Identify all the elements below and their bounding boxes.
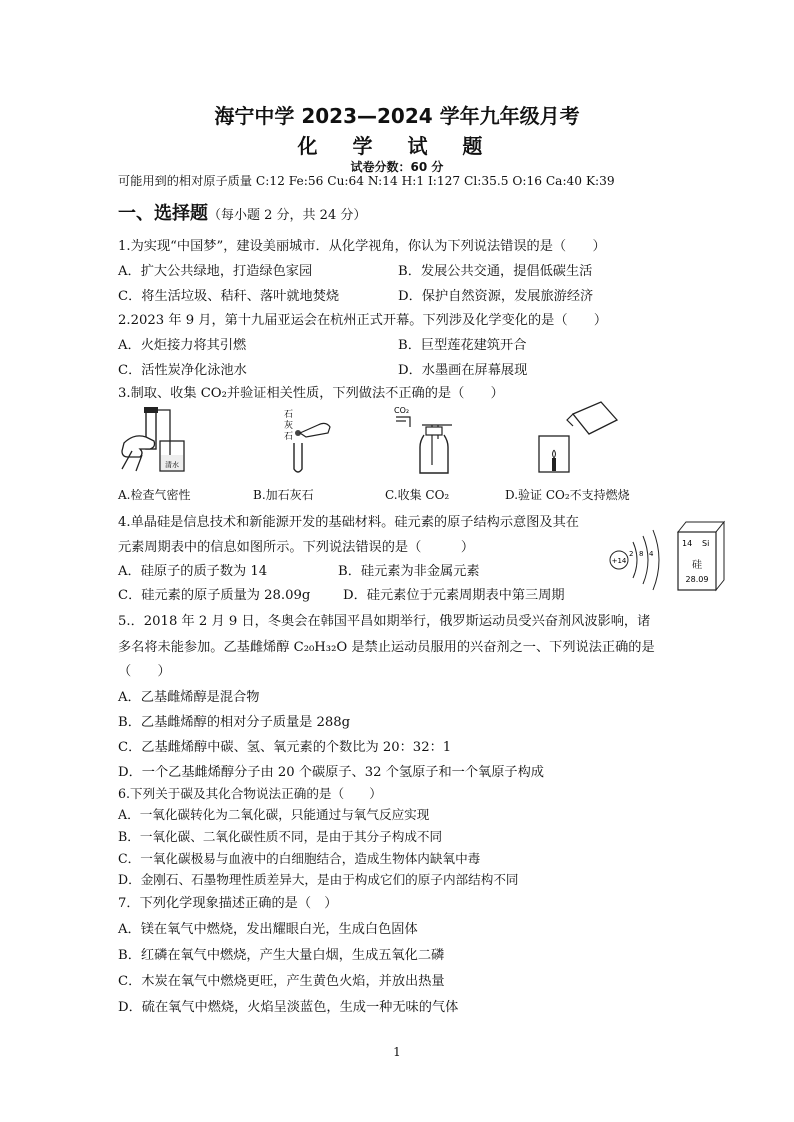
q3-option-c: C.收集 CO₂ xyxy=(385,488,450,502)
silicon-atom-diagram xyxy=(605,520,675,600)
q7-option-d: D．硫在氧气中燃烧，火焰呈淡蓝色，生成一种无味的气体 xyxy=(118,1000,459,1015)
periodic-table-cell xyxy=(676,520,726,592)
q3-stem: 3.制取、收集 CO₂并验证相关性质，下列做法不正确的是（ ） xyxy=(118,386,504,401)
q2-option-d: D．水墨画在屏幕展现 xyxy=(398,363,528,378)
fig-c-co2-label: CO₂ xyxy=(394,406,410,415)
section-heading xyxy=(118,199,366,225)
q5-stem-3: （ ） xyxy=(118,664,171,679)
q7-stem: 7．下列化学现象描述正确的是（ ） xyxy=(118,896,338,911)
q4-option-c: C．硅元素的原子质量为 28.09g xyxy=(118,588,311,603)
figure-verify-co2 xyxy=(535,400,625,478)
fig-b-label-2: 灰 xyxy=(284,421,294,431)
fig-b-label-1: 石 xyxy=(284,410,294,420)
q3-option-d: D.验证 CO₂不支持燃烧 xyxy=(505,488,630,502)
cell-atomic-number: 14 xyxy=(682,539,693,548)
figure-collect-co2 xyxy=(392,403,462,477)
cell-symbol: Si xyxy=(702,539,710,548)
q5-option-c: C．乙基雌烯醇中碳、氢、氧元素的个数比为 20：32：1 xyxy=(118,740,452,755)
q7-option-c: C．木炭在氧气中燃烧更旺，产生黄色火焰，并放出热量 xyxy=(118,974,445,989)
q4-stem-1: 4.单晶硅是信息技术和新能源开发的基础材料。硅元素的原子结构示意图及其在 xyxy=(118,515,579,530)
page-number: 1 xyxy=(393,1045,401,1059)
cell-name: 硅 xyxy=(692,560,702,571)
atomic-masses: 可能用到的相对原子质量 C:12 Fe:56 Cu:64 N:14 H:1 I:127 Cl:35.5 O:16 Ca:40 K:39 xyxy=(118,174,615,188)
q1-stem: 1.为实现“中国梦”，建设美丽城市．从化学视角，你认为下列说法错误的是（ ） xyxy=(118,239,606,254)
atom-shell-1: 2 xyxy=(629,550,634,558)
section-title: 一、选择题 xyxy=(118,203,208,224)
q6-option-a: A．一氧化碳转化为二氧化碳，只能通过与氧气反应实现 xyxy=(118,807,430,822)
q6-stem: 6.下列关于碳及其化合物说法正确的是（ ） xyxy=(118,786,382,801)
atom-shell-2: 8 xyxy=(639,550,644,558)
q5-stem-2: 多名将未能参加。乙基雌烯醇 C₂₀H₃₂O 是禁止运动员服用的兴奋剂之一、下列说法正确的是 xyxy=(118,640,655,655)
q1-option-d: D．保护自然资源，发展旅游经济 xyxy=(398,289,594,304)
subject-title: 化 学 试 题 xyxy=(297,134,497,158)
q6-option-d: D．金刚石、石墨物理性质差异大，是由于构成它们的原子内部结构不同 xyxy=(118,872,519,887)
section-note: （每小题 2 分，共 24 分） xyxy=(208,208,367,223)
q5-option-b: B．乙基雌烯醇的相对分子质量是 288g xyxy=(118,715,351,730)
q1-option-c: C．将生活垃圾、秸秆、落叶就地焚烧 xyxy=(118,289,340,304)
q3-option-b: B.加石灰石 xyxy=(253,488,314,502)
q7-option-a: A．镁在氧气中燃烧，发出耀眼白光，生成白色固体 xyxy=(118,922,418,937)
q5-option-d: D．一个乙基雌烯醇分子由 20 个碳原子、32 个氢原子和一个氧原子构成 xyxy=(118,765,544,780)
q3-option-a: A.检查气密性 xyxy=(118,488,191,502)
fig-a-water-label: 清水 xyxy=(165,461,179,469)
q2-option-c: C．活性炭净化泳池水 xyxy=(118,363,247,378)
q2-stem: 2.2023 年 9 月，第十九届亚运会在杭州正式开幕。下列涉及化学变化的是（ ） xyxy=(118,313,608,328)
figure-add-limestone xyxy=(280,405,340,477)
q5-stem-1: 5.．2018 年 2 月 9 日，冬奥会在韩国平昌如期举行，俄罗斯运动员受兴奋剂风波影响，诸 xyxy=(118,614,651,629)
q7-option-b: B．红磷在氧气中燃烧，产生大量白烟，生成五氧化二磷 xyxy=(118,948,445,963)
q1-option-a: A．扩大公共绿地，打造绿色家园 xyxy=(118,264,313,279)
q4-option-b: B．硅元素为非金属元素 xyxy=(338,564,480,579)
q6-option-c: C．一氧化碳极易与血液中的白细胞结合，造成生物体内缺氧中毒 xyxy=(118,851,481,866)
q1-option-b: B．发展公共交通，提倡低碳生活 xyxy=(398,264,593,279)
q5-option-a: A．乙基雌烯醇是混合物 xyxy=(118,690,260,705)
fig-b-label-3: 石 xyxy=(284,432,294,442)
q2-option-a: A．火炬接力将其引燃 xyxy=(118,338,247,353)
q2-option-b: B．巨型莲花建筑开合 xyxy=(398,338,527,353)
q6-option-b: B．一氧化碳、二氧化碳性质不同，是由于其分子构成不同 xyxy=(118,829,443,844)
q4-option-d: D．硅元素位于元素周期表中第三周期 xyxy=(343,588,565,603)
score-line: 试卷分数：60 分 xyxy=(350,160,444,174)
cell-mass: 28.09 xyxy=(685,575,709,584)
figure-airtightness-check xyxy=(118,405,208,477)
exam-title: 海宁中学 2023—2024 学年九年级月考 xyxy=(214,104,580,128)
q4-option-a: A．硅原子的质子数为 14 xyxy=(118,564,268,579)
atom-nucleus: +14 xyxy=(611,557,627,565)
q4-stem-2: 元素周期表中的信息如图所示。下列说法错误的是（ ） xyxy=(118,540,475,555)
atom-shell-3: 4 xyxy=(649,550,654,558)
